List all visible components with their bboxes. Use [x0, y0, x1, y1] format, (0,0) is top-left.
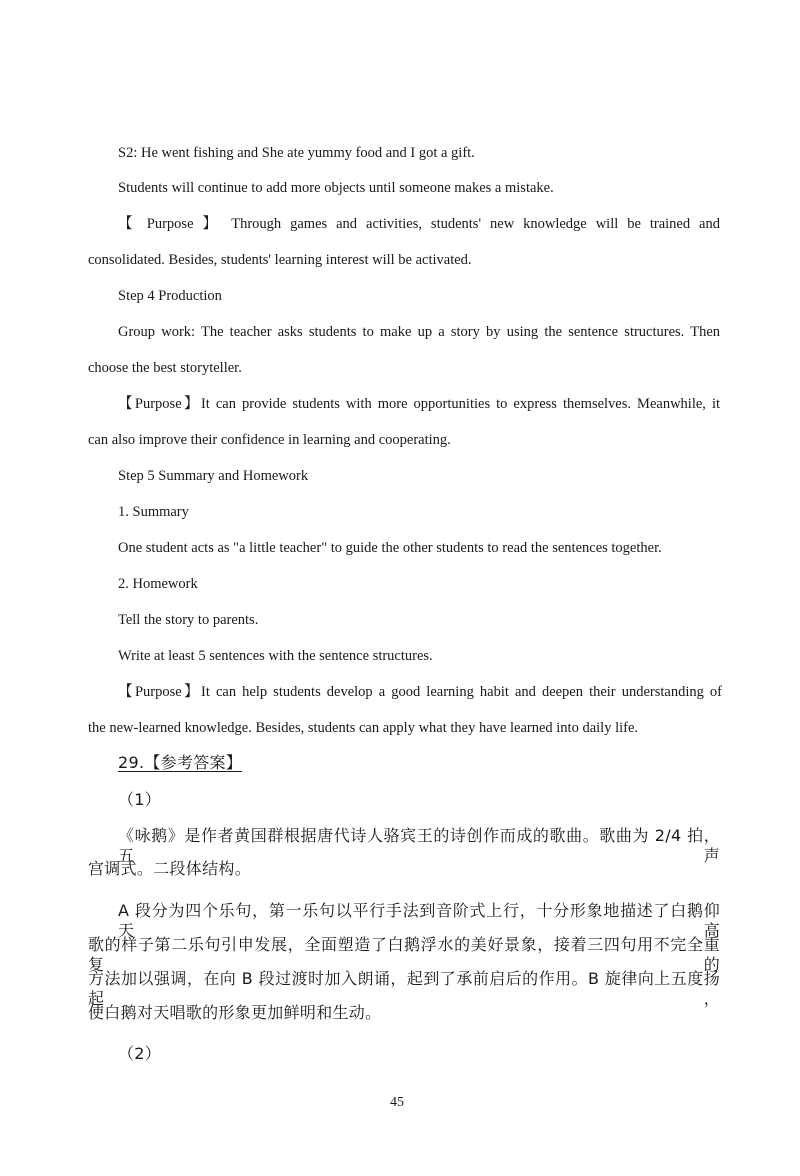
text-line: Group work: The teacher asks students to make up a story by using the sentence structures. Then: [118, 324, 720, 340]
text-line: the new-learned knowledge. Besides, students can apply what they have learned into daily life.: [88, 720, 639, 736]
step-heading: Step 4 Production: [118, 288, 222, 304]
purpose-line: 【 Purpose 】 Through games and activities, students' new knowledge will be trained and: [118, 216, 720, 232]
text-line: A 段分为四个乐句，第一乐句以平行手法到音阶式上行，十分形象地描述了白鹅仰天高: [118, 901, 720, 940]
section-number: （2）: [118, 1044, 162, 1063]
text-line: 方法加以强调，在向 B 段过渡时加入朗诵，起到了承前启后的作用。B 旋律向上五度扬起，: [88, 969, 720, 1008]
text-line: consolidated. Besides, students' learning interest will be activated.: [88, 252, 472, 268]
text-line: choose the best storyteller.: [88, 360, 242, 376]
text-line: One student acts as "a little teacher" to guide the other students to read the sentences together.: [118, 540, 662, 556]
purpose-line: 【Purpose】It can provide students with more opportunities to express themselves. Meanwhile, it: [118, 396, 720, 412]
text-line: Tell the story to parents.: [118, 612, 259, 628]
text-line: can also improve their confidence in learning and cooperating.: [88, 432, 451, 448]
text-line: 宫调式。二段体结构。: [88, 859, 252, 878]
answer-heading: 29.【参考答案】: [118, 753, 243, 772]
text-line: 歌的样子第二乐句引申发展，全面塑造了白鹅浮水的美好景象，接着三四句用不完全重复的: [88, 935, 720, 974]
dialogue-line-s2: S2: He went fishing and She ate yummy food and I got a gift.: [118, 145, 475, 161]
text-line: Students will continue to add more objects until someone makes a mistake.: [118, 180, 554, 196]
purpose-line: 【Purpose】It can help students develop a good learning habit and deepen their understanding of: [118, 684, 722, 700]
section-number: （1）: [118, 790, 162, 809]
page-number: 45: [390, 1095, 404, 1110]
sub-heading: 1. Summary: [118, 504, 189, 520]
text-line: 使白鹅对天唱歌的形象更加鲜明和生动。: [88, 1003, 382, 1022]
step-heading: Step 5 Summary and Homework: [118, 468, 309, 484]
text-line: Write at least 5 sentences with the sentence structures.: [118, 648, 433, 664]
text-line: 《咏鹅》是作者黄国群根据唐代诗人骆宾王的诗创作而成的歌曲。歌曲为 2/4 拍，五声: [118, 826, 720, 865]
sub-heading: 2. Homework: [118, 576, 198, 592]
